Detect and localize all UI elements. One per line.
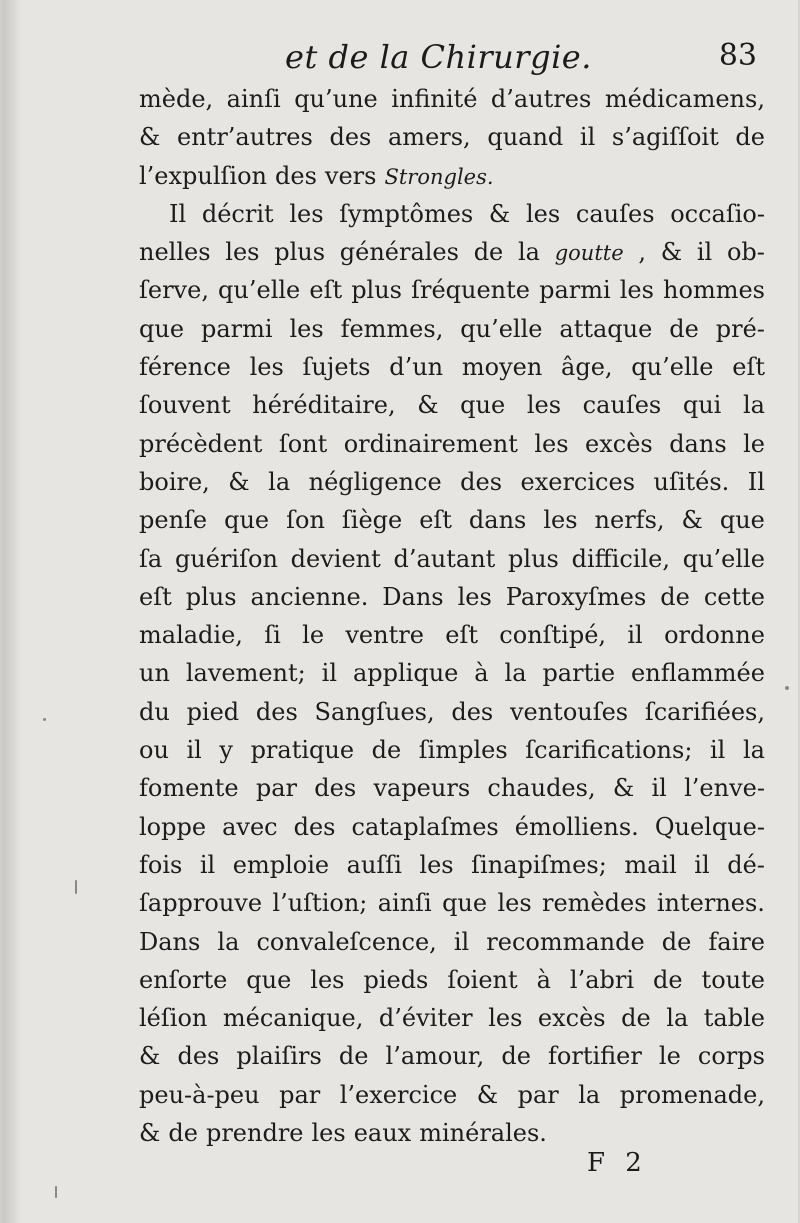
word: les (311, 1119, 346, 1148)
word: ordonne (664, 621, 765, 650)
word: plus (351, 276, 402, 305)
word: de (669, 314, 699, 343)
word: il (186, 736, 202, 765)
word: entr’autres (177, 123, 313, 152)
word: & (139, 123, 161, 152)
word: fois (139, 850, 183, 879)
word: mécanique, (222, 1004, 364, 1033)
word: des (314, 774, 357, 803)
word: par (517, 1080, 559, 1109)
word: que (442, 889, 488, 918)
word: & (139, 1119, 161, 1148)
word: ſymptômes (339, 199, 474, 228)
text-line (139, 654, 765, 692)
word: dé- (727, 850, 765, 879)
word: cataplaſmes (351, 812, 499, 841)
text-line (139, 1076, 765, 1114)
word: le (302, 621, 325, 650)
spine-shadow (3, 0, 21, 1223)
word: & (139, 1042, 161, 1071)
word: de (653, 965, 683, 994)
text-line (139, 578, 765, 616)
word: & (660, 238, 683, 267)
word: la (217, 927, 240, 956)
signature-mark: F 2 (587, 1148, 648, 1178)
word: ſerve, (139, 276, 209, 305)
word: fomente (139, 774, 239, 803)
word: il (453, 927, 470, 956)
word: cette (703, 582, 765, 611)
word: nerfs, (594, 506, 665, 535)
word: l’amour, (385, 1042, 485, 1071)
text-line (139, 961, 765, 999)
word: il (579, 123, 596, 152)
word: penſe (139, 506, 208, 535)
text-line (139, 271, 765, 309)
word: d’autant (393, 544, 496, 573)
word: ſimples (418, 736, 508, 765)
word: ob- (726, 238, 765, 267)
word: fortifier (548, 1042, 642, 1071)
text-line (139, 463, 765, 501)
word: & (681, 506, 703, 535)
word: décrit (201, 199, 274, 228)
word: la (578, 1080, 601, 1109)
word: les (457, 582, 492, 611)
word: la (742, 736, 765, 765)
word: les (526, 391, 562, 420)
word: mède, (139, 85, 214, 113)
word: les (225, 238, 260, 267)
word: Dans (139, 927, 201, 956)
word: l’exercice (339, 1080, 458, 1109)
word: que (719, 506, 765, 535)
word: vapeurs (373, 774, 471, 803)
word: négligence (308, 467, 442, 496)
paper-speck (43, 718, 46, 721)
word: plus (274, 238, 326, 267)
word: eſt (419, 506, 452, 535)
word: toute (701, 965, 765, 994)
word: dans (669, 429, 727, 458)
word: difficile, (571, 544, 670, 573)
text-line (139, 157, 765, 195)
word: l’enve- (684, 774, 765, 803)
running-title: et de la Chirurgie. (285, 38, 592, 76)
word: ainſi (377, 889, 432, 918)
word: de (621, 1004, 651, 1033)
word: ſapprouve (139, 889, 263, 918)
word: femmes, (340, 314, 444, 343)
word: ſujets (302, 353, 371, 382)
text-line (139, 540, 765, 578)
word: cauſes (575, 199, 655, 228)
word: il (710, 736, 726, 765)
word: guériſon (174, 544, 278, 573)
word: hommes (663, 276, 765, 305)
word: boire, (139, 467, 210, 496)
word: parmi (539, 276, 611, 305)
text-line (139, 999, 765, 1037)
word: amers, (388, 123, 471, 152)
word: qu’elle (218, 276, 301, 305)
word: loppe (139, 812, 207, 841)
word: qu’elle (682, 544, 765, 573)
paper-speck (785, 686, 789, 690)
word: ſcarifications; (525, 736, 693, 765)
italic-word: Strongles. (384, 164, 494, 189)
word: il (694, 850, 710, 879)
word: prendre (205, 1119, 304, 1148)
word: table (703, 1004, 765, 1033)
word: que (224, 506, 270, 535)
word: eſt (732, 353, 765, 382)
word: des (293, 812, 336, 841)
word: y (219, 736, 233, 765)
word: que (139, 314, 185, 343)
word: & (488, 199, 511, 228)
word: les (289, 314, 324, 343)
word: l’expulſion (139, 161, 268, 190)
word: d’autres (490, 85, 592, 113)
word: dans (468, 506, 527, 535)
word: ſont (278, 429, 328, 458)
word: les (534, 429, 569, 458)
word: corps (697, 1042, 765, 1071)
word: pieds (363, 965, 429, 994)
word: auſſi (346, 850, 402, 879)
word: d’éviter (378, 1004, 473, 1033)
word: ainſi (226, 85, 281, 113)
word: convaleſcence, (256, 927, 437, 956)
word: promenade, (619, 1080, 765, 1109)
word: à (536, 965, 551, 994)
word: Il (747, 467, 765, 496)
word: la (518, 238, 540, 267)
word: excès (537, 1004, 606, 1033)
word: plaiſirs (236, 1042, 322, 1071)
word: ſcarifiées, (644, 697, 765, 726)
word: enſorte (139, 965, 228, 994)
word: d’un (389, 353, 444, 382)
word: du (139, 697, 170, 726)
word: la (666, 1004, 689, 1033)
word: qu’elle (631, 353, 714, 382)
word: ſa (139, 544, 163, 573)
word: précèdent (139, 429, 263, 458)
word: ou (139, 736, 169, 765)
word: & (476, 1080, 499, 1109)
word: les (488, 1004, 523, 1033)
text-line (139, 118, 765, 156)
word: la (504, 659, 527, 688)
word: que (460, 391, 506, 420)
word: de (501, 1042, 531, 1071)
word: mail (624, 850, 677, 879)
running-head (135, 34, 765, 82)
word: des (255, 697, 298, 726)
word: attaque (559, 314, 653, 343)
word: faire (708, 927, 765, 956)
word: ordinairement (343, 429, 518, 458)
word: maladie, (139, 621, 243, 650)
word: les (526, 199, 561, 228)
word: pratique (250, 736, 355, 765)
word: chaudes, (487, 774, 596, 803)
word: occaſio- (670, 199, 765, 228)
text-line (139, 233, 765, 271)
word: à (474, 659, 489, 688)
word: remèdes (541, 889, 647, 918)
word: médicamens, (604, 85, 765, 113)
word: les (289, 199, 324, 228)
word: il (696, 238, 713, 267)
word: férence (139, 353, 231, 382)
word: conſtipé, (499, 621, 607, 650)
text-line (139, 80, 765, 118)
text-line (139, 348, 765, 386)
word: ancienne. (250, 582, 369, 611)
word: internes. (656, 889, 765, 918)
word: nelles (139, 238, 211, 267)
word: ſréquente (411, 276, 530, 305)
text-line (139, 310, 765, 348)
word: de (735, 123, 765, 152)
word: des (329, 123, 372, 152)
text-line (139, 616, 765, 654)
word: excès (585, 429, 653, 458)
word: héréditaire, (252, 391, 396, 420)
word: de (661, 927, 692, 956)
text-line (139, 501, 765, 539)
word: ſiège (341, 506, 403, 535)
word: par (279, 1080, 321, 1109)
word: de (338, 1042, 369, 1071)
word: léſion (139, 1004, 208, 1033)
word: & (228, 467, 250, 496)
text-line (139, 195, 765, 233)
text-line (139, 846, 765, 884)
word: de (473, 238, 504, 267)
paper-speck (55, 1186, 57, 1198)
word: ſouvent (139, 391, 231, 420)
word: minérales. (419, 1119, 547, 1148)
word: qu’une (294, 85, 378, 113)
word: Paroxyſmes (505, 582, 647, 611)
word: eſt (139, 582, 172, 611)
word: , (638, 238, 647, 267)
word: des (460, 467, 503, 496)
word: la (742, 391, 765, 420)
word: Quelque- (654, 812, 765, 841)
word: l’uſtion; (272, 889, 368, 918)
word: emploie (232, 850, 330, 879)
word: les (249, 353, 284, 382)
word: des (275, 161, 317, 190)
word: les (419, 850, 454, 879)
text-line (139, 386, 765, 424)
word: s’agiſſoit (611, 123, 719, 152)
word: ventouſes (509, 697, 629, 726)
word: la (268, 467, 291, 496)
word: lavement; (185, 659, 306, 688)
word: partie (542, 659, 616, 688)
word: uſités. (653, 467, 730, 496)
text-line (139, 923, 765, 961)
word: & (417, 391, 439, 420)
word: eaux (353, 1119, 412, 1148)
word: il (627, 621, 643, 650)
word: le (658, 1042, 681, 1071)
text-line (139, 693, 765, 731)
word: pré- (715, 314, 765, 343)
word: devient (290, 544, 381, 573)
word: il (199, 850, 216, 879)
word: qui (682, 391, 722, 420)
text-line (139, 731, 765, 769)
word: qu’elle (460, 314, 543, 343)
word: enflammée (631, 659, 765, 688)
word: Dans (382, 582, 444, 611)
word: vers (324, 161, 377, 190)
text-line (139, 884, 765, 922)
word: émolliens. (514, 812, 639, 841)
word: avec (222, 812, 278, 841)
word: il (321, 659, 338, 688)
word: de (371, 736, 402, 765)
text-line (139, 1037, 765, 1075)
word: moyen (461, 353, 543, 382)
word: eſt (445, 621, 478, 650)
text-line (139, 425, 765, 463)
word: les (310, 965, 345, 994)
word: parmi (200, 314, 273, 343)
word: Il (169, 199, 187, 228)
paper-speck (75, 880, 77, 894)
word: des (451, 697, 494, 726)
word: les (543, 506, 578, 535)
word: des (177, 1042, 220, 1071)
word: eſt (309, 276, 343, 305)
word: infinité (391, 85, 478, 113)
text-line (139, 808, 765, 846)
text-line (139, 769, 765, 807)
word: recommande (486, 927, 645, 956)
word: & (612, 774, 635, 803)
word: ſi (264, 621, 281, 650)
word: ſinapiſmes; (471, 850, 607, 879)
word: un (139, 659, 170, 688)
word: les (497, 889, 532, 918)
word: de (168, 1119, 198, 1148)
word: applique (352, 659, 459, 688)
word: ſon (286, 506, 325, 535)
word: plus (508, 544, 559, 573)
word: il (651, 774, 667, 803)
word: générales (339, 238, 459, 267)
italic-word: goutte (554, 241, 624, 266)
word: l’abri (569, 965, 635, 994)
text-line (139, 1114, 765, 1152)
page-number: 83 (718, 38, 757, 73)
word: pied (186, 697, 240, 726)
word: par (255, 774, 298, 803)
word: ventre (345, 621, 424, 650)
word: ſoient (447, 965, 518, 994)
word: âge, (561, 353, 613, 382)
word: cauſes (582, 391, 662, 420)
body-text (139, 80, 765, 1152)
word: le (743, 429, 765, 458)
word: Sangſues, (314, 697, 435, 726)
word: les (619, 276, 654, 305)
word: quand (487, 123, 564, 152)
word: plus (185, 582, 237, 611)
word: de (660, 582, 690, 611)
word: que (246, 965, 292, 994)
word: exercices (520, 467, 636, 496)
word: peu-à-peu (139, 1080, 260, 1109)
